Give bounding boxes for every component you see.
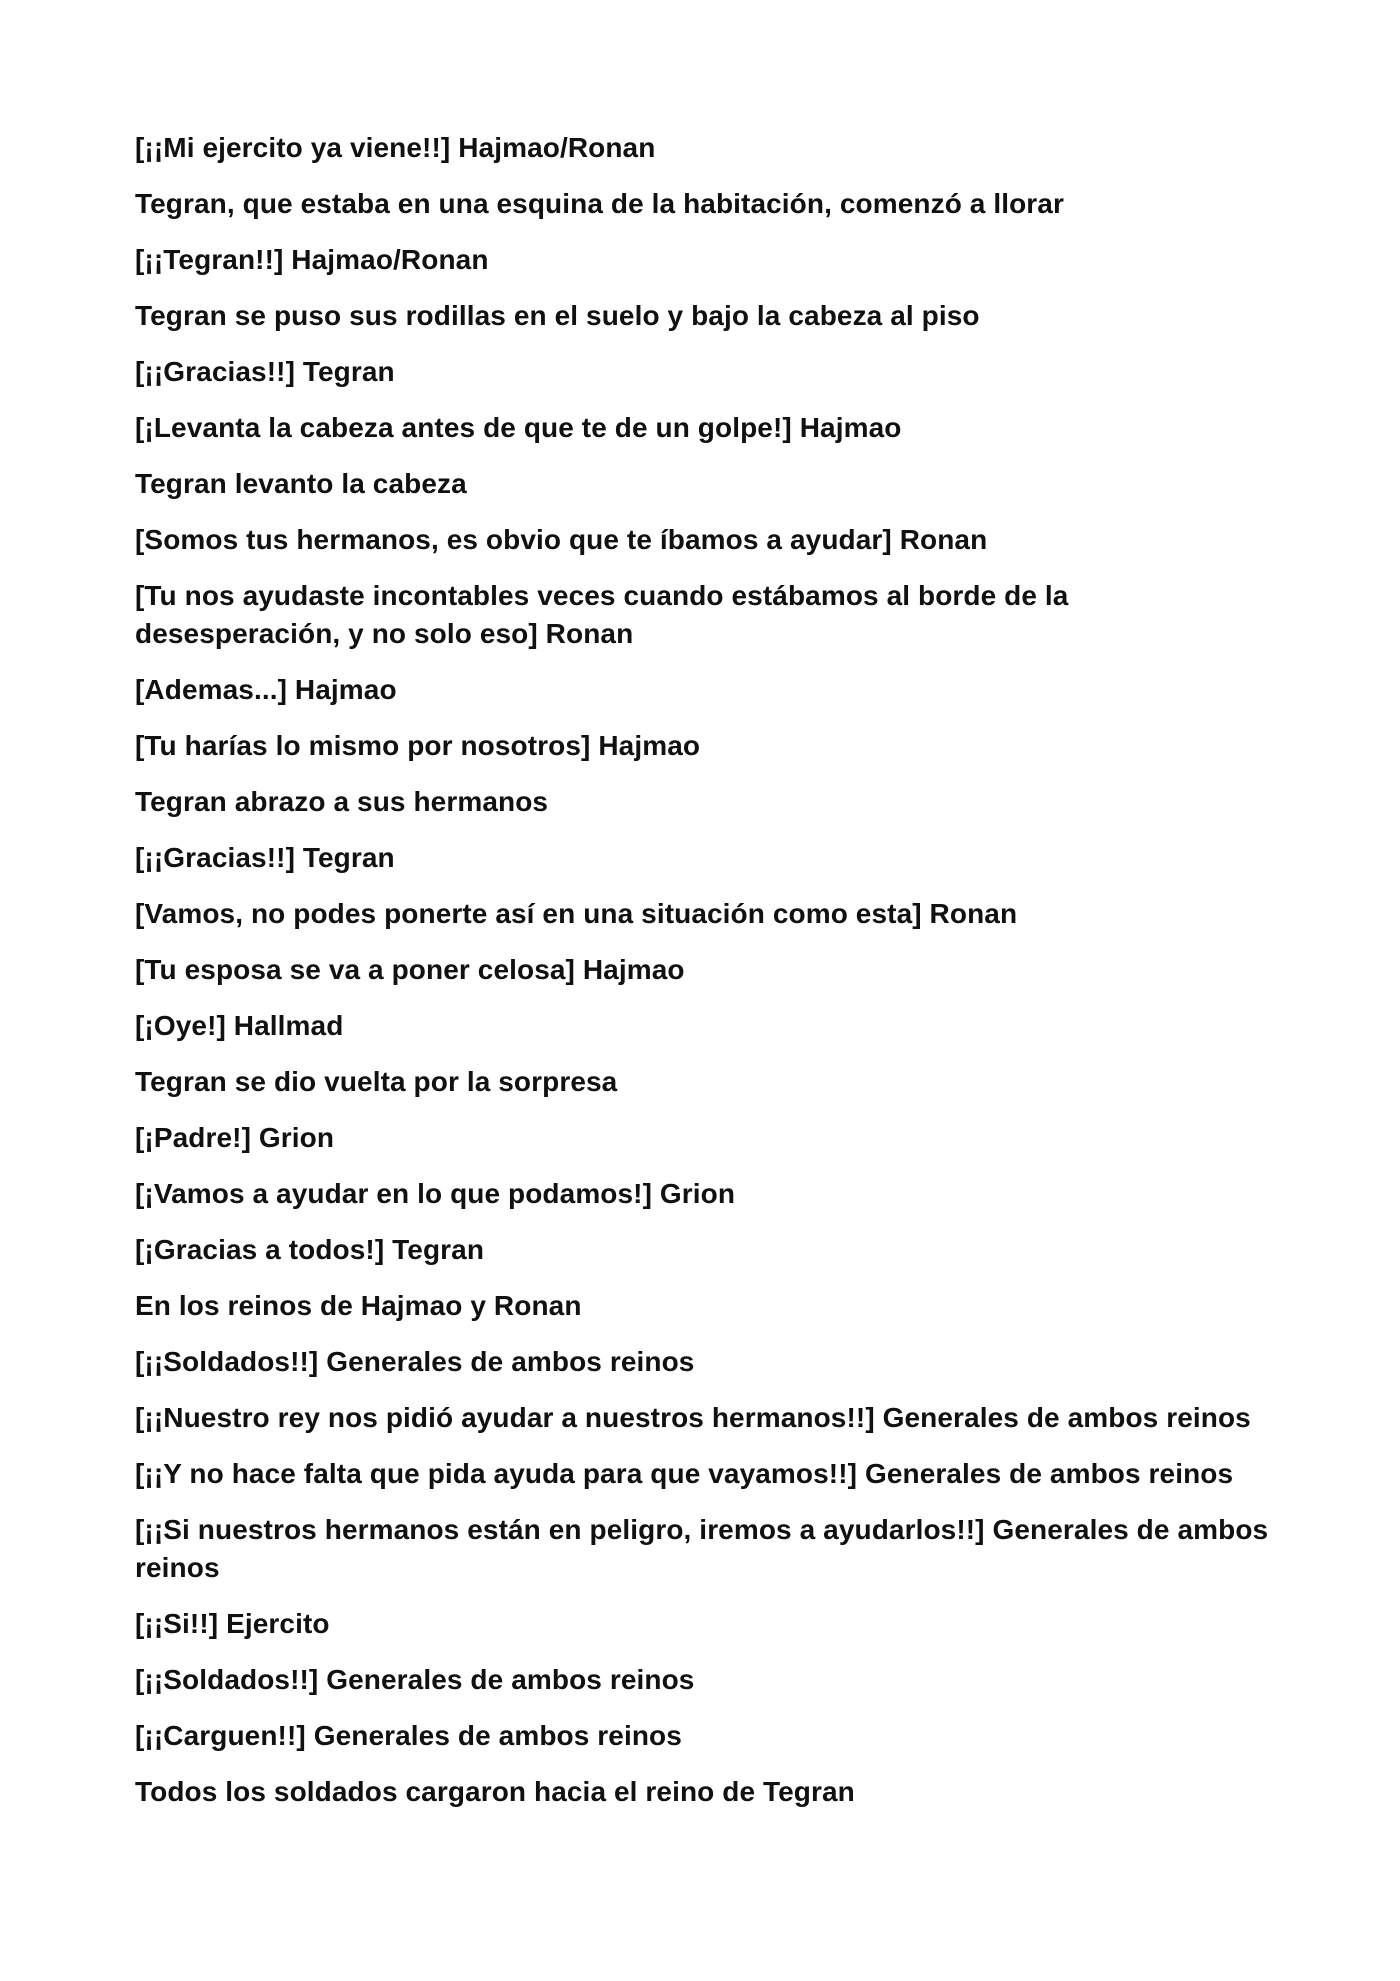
paragraph: [¡¡Y no hace falta que pida ayuda para que vayamos!!] Generales de ambos reinos — [135, 1458, 1234, 1489]
paragraph: [¡¡Soldados!!] Generales de ambos reinos — [135, 1346, 695, 1377]
paragraph: [¡¡Mi ejercito ya viene!!] Hajmao/Ronan — [135, 132, 656, 163]
paragraph: Todos los soldados cargaron hacia el reino de Tegran — [135, 1776, 855, 1807]
paragraph: [Somos tus hermanos, es obvio que te íbamos a ayudar] Ronan — [135, 524, 988, 555]
paragraph: [Vamos, no podes ponerte así en una situación como esta] Ronan — [135, 898, 1018, 929]
document-body — [135, 129, 1275, 1829]
paragraph: [¡Padre!] Grion — [135, 1122, 335, 1153]
paragraph: [Ademas...] Hajmao — [135, 674, 397, 705]
paragraph: [Tu harías lo mismo por nosotros] Hajmao — [135, 730, 701, 761]
paragraph: Tegran se puso sus rodillas en el suelo y bajo la cabeza al piso — [135, 300, 980, 331]
paragraph: [¡¡Gracias!!] Tegran — [135, 356, 395, 387]
paragraph: [¡¡Soldados!!] Generales de ambos reinos — [135, 1664, 695, 1695]
paragraph: [¡¡Si!!] Ejercito — [135, 1608, 330, 1639]
paragraph: [¡¡Carguen!!] Generales de ambos reinos — [135, 1720, 682, 1751]
paragraph: [¡Oye!] Hallmad — [135, 1010, 344, 1041]
paragraph: [¡Levanta la cabeza antes de que te de un golpe!] Hajmao — [135, 412, 902, 443]
paragraph: [¡Gracias a todos!] Tegran — [135, 1234, 485, 1265]
paragraph: Tegran levanto la cabeza — [135, 468, 467, 499]
paragraph: En los reinos de Hajmao y Ronan — [135, 1290, 582, 1321]
paragraph: [¡¡Nuestro rey nos pidió ayudar a nuestros hermanos!!] Generales de ambos reinos — [135, 1402, 1251, 1433]
paragraph: [¡¡Si nuestros hermanos están en peligro, iremos a ayudarlos!!] Generales de ambos reinos — [135, 1514, 1269, 1583]
paragraph: Tegran abrazo a sus hermanos — [135, 786, 549, 817]
paragraph: [¡Vamos a ayudar en lo que podamos!] Grion — [135, 1178, 736, 1209]
paragraph: [Tu nos ayudaste incontables veces cuando estábamos al borde de la desesperación, y no solo eso] Ronan — [135, 580, 1069, 649]
paragraph: [¡¡Tegran!!] Hajmao/Ronan — [135, 244, 489, 275]
paragraph: [Tu esposa se va a poner celosa] Hajmao — [135, 954, 685, 985]
paragraph: [¡¡Gracias!!] Tegran — [135, 842, 395, 873]
paragraph: Tegran se dio vuelta por la sorpresa — [135, 1066, 618, 1097]
paragraph: Tegran, que estaba en una esquina de la habitación, comenzó a llorar — [135, 188, 1064, 219]
